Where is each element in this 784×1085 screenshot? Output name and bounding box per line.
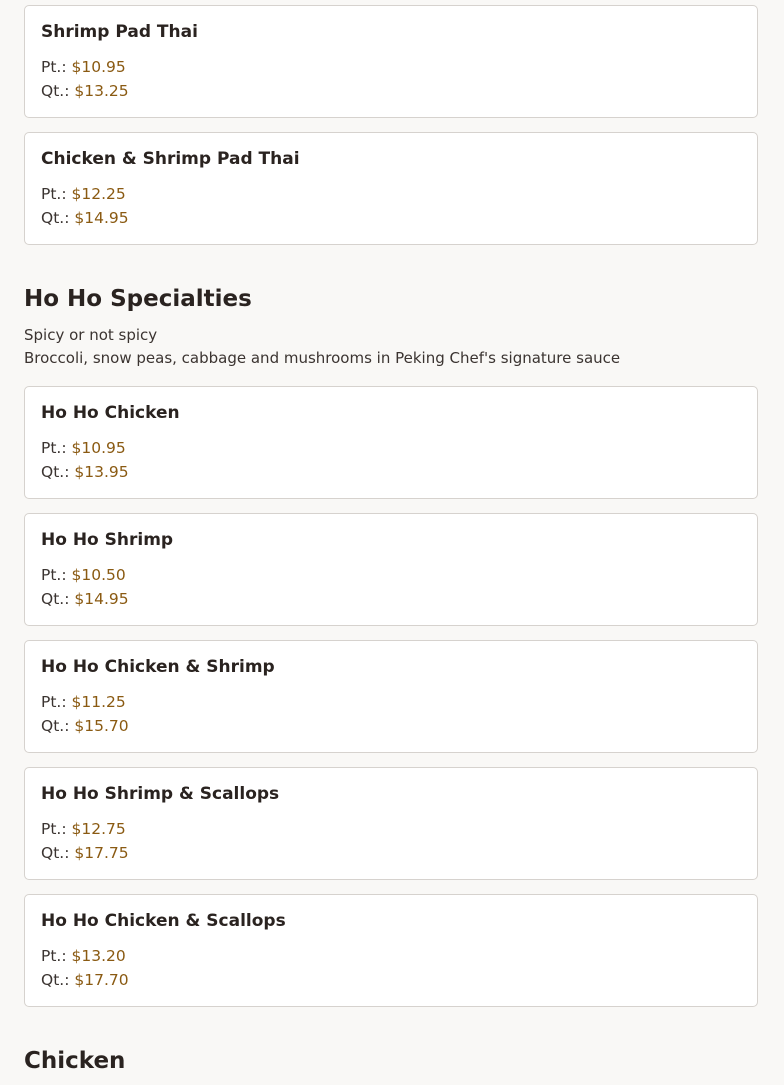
menu-item-card[interactable] [24, 894, 758, 1007]
menu-item-name: Ho Ho Chicken & Shrimp [41, 657, 275, 677]
pint-label: Pt.: [41, 566, 67, 584]
menu-item-card[interactable] [24, 132, 758, 245]
quart-label: Qt.: [41, 209, 70, 227]
quart-price-line [41, 717, 129, 735]
section-heading-chicken: Chicken [24, 1048, 126, 1074]
menu-item-card[interactable] [24, 640, 758, 753]
section-heading-ho-ho-specialties: Ho Ho Specialties [24, 286, 252, 312]
quart-label: Qt.: [41, 971, 70, 989]
pint-price-line [41, 820, 126, 838]
quart-label: Qt.: [41, 590, 70, 608]
menu-item-name: Chicken & Shrimp Pad Thai [41, 149, 300, 169]
quart-label: Qt.: [41, 463, 70, 481]
section-description: Spicy or not spicy [24, 326, 158, 344]
quart-price: $14.95 [74, 590, 129, 608]
quart-price-line [41, 82, 129, 100]
quart-price: $13.95 [74, 463, 129, 481]
pint-label: Pt.: [41, 820, 67, 838]
pint-price-line [41, 566, 126, 584]
quart-price-line [41, 209, 129, 227]
menu-item-name: Ho Ho Shrimp & Scallops [41, 784, 280, 804]
pint-price: $13.20 [71, 947, 126, 965]
quart-price: $17.70 [74, 971, 129, 989]
menu-item-card[interactable] [24, 767, 758, 880]
menu-item-card[interactable] [24, 5, 758, 118]
quart-price: $17.75 [74, 844, 129, 862]
pint-label: Pt.: [41, 185, 67, 203]
pint-price: $10.95 [71, 439, 126, 457]
pint-price-line [41, 947, 126, 965]
quart-price-line [41, 590, 129, 608]
quart-price-line [41, 971, 129, 989]
menu-item-name: Shrimp Pad Thai [41, 22, 198, 42]
quart-price-line [41, 844, 129, 862]
pint-price-line [41, 185, 126, 203]
pint-price: $11.25 [71, 693, 126, 711]
pint-price-line [41, 439, 126, 457]
quart-price: $15.70 [74, 717, 129, 735]
quart-label: Qt.: [41, 82, 70, 100]
pint-label: Pt.: [41, 58, 67, 76]
pint-label: Pt.: [41, 439, 67, 457]
pint-price: $10.95 [71, 58, 126, 76]
section-description: Broccoli, snow peas, cabbage and mushrooms in Peking Chef's signature sauce [24, 349, 621, 367]
pint-label: Pt.: [41, 693, 67, 711]
quart-price: $14.95 [74, 209, 129, 227]
quart-label: Qt.: [41, 844, 70, 862]
menu-item-name: Ho Ho Chicken & Scallops [41, 911, 286, 931]
pint-price: $12.75 [71, 820, 126, 838]
pint-price-line [41, 58, 126, 76]
quart-price: $13.25 [74, 82, 129, 100]
menu-item-name: Ho Ho Shrimp [41, 530, 174, 550]
menu-item-name: Ho Ho Chicken [41, 403, 180, 423]
quart-label: Qt.: [41, 717, 70, 735]
quart-price-line [41, 463, 129, 481]
menu-item-card[interactable] [24, 513, 758, 626]
menu-item-card[interactable] [24, 386, 758, 499]
pint-label: Pt.: [41, 947, 67, 965]
pint-price-line [41, 693, 126, 711]
pint-price: $10.50 [71, 566, 126, 584]
pint-price: $12.25 [71, 185, 126, 203]
